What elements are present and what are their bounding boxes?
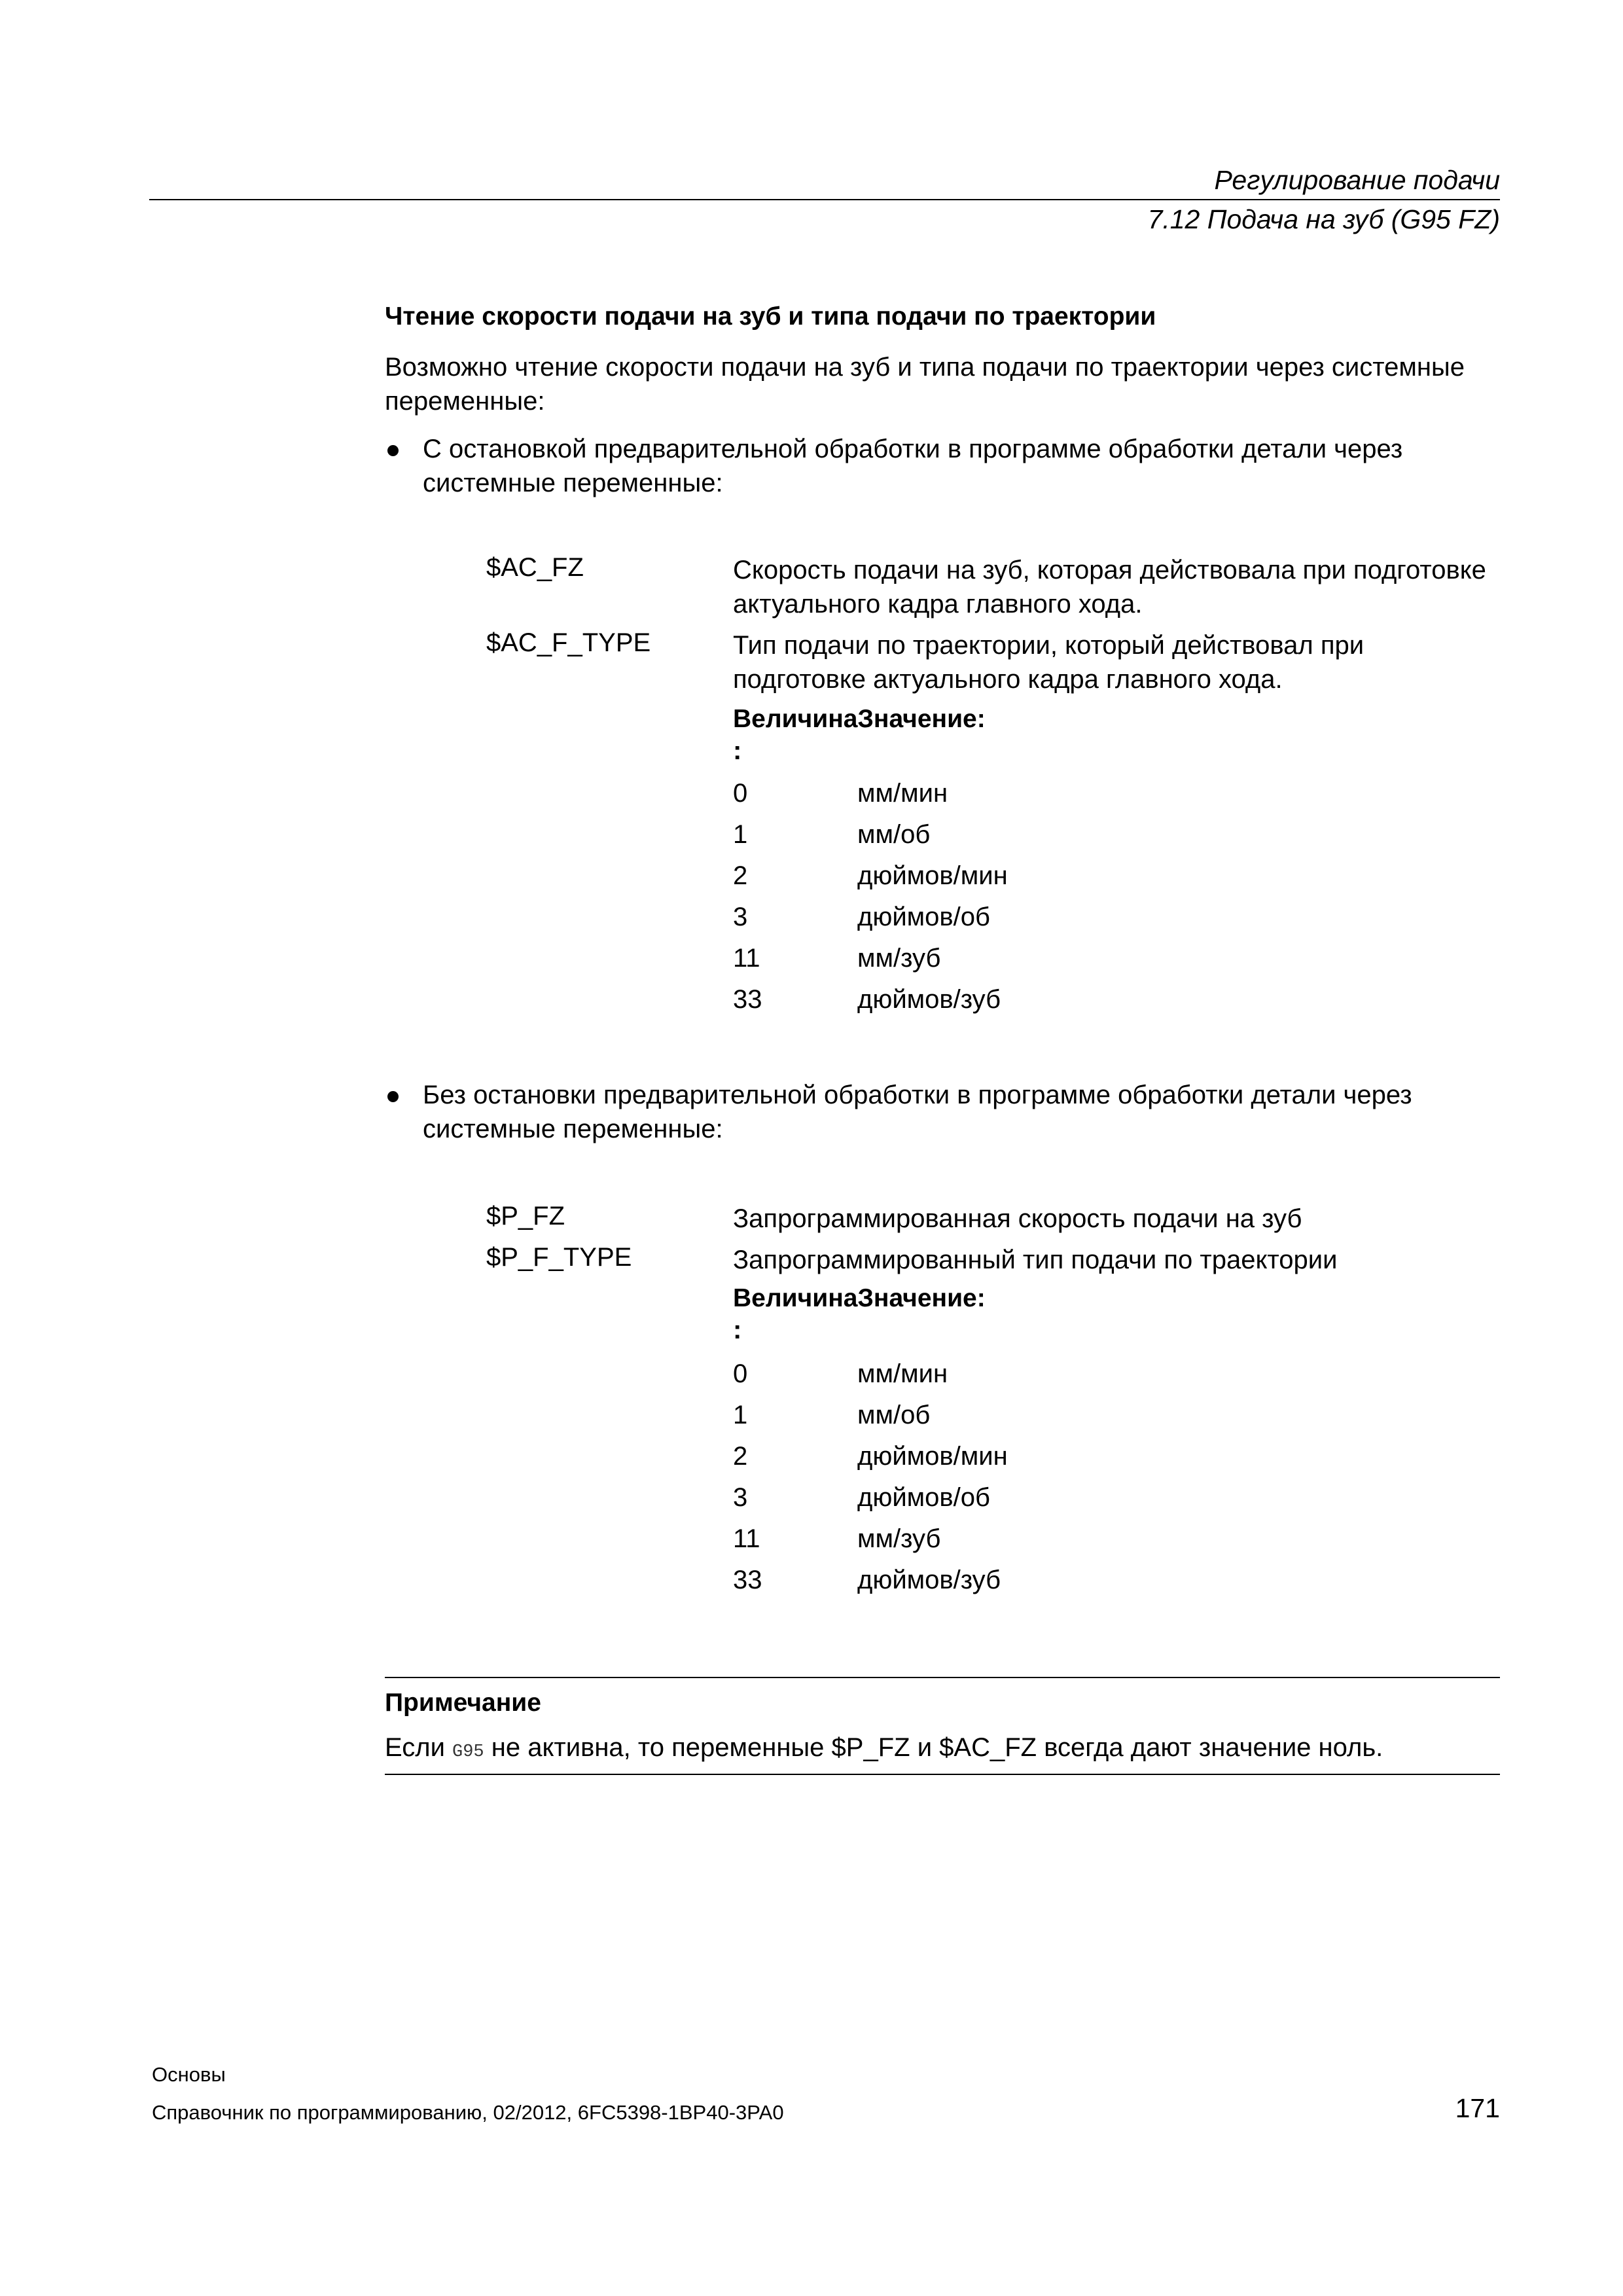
note-bottom-rule	[385, 1774, 1500, 1775]
table-1-row-meaning: мм/об	[857, 820, 931, 849]
table-1-colon: :	[733, 736, 742, 765]
table-2-row-meaning: дюймов/зуб	[857, 1566, 1001, 1594]
note-text	[385, 1733, 1383, 1763]
table-1-row-value: 2	[733, 861, 748, 890]
var-ac-fz-name: $AC_FZ	[486, 553, 584, 582]
table-2-header	[733, 1284, 986, 1313]
table-2-row-value: 2	[733, 1442, 748, 1471]
table-2-row-meaning: мм/зуб	[857, 1524, 941, 1553]
var-p-f-type-name: $P_F_TYPE	[486, 1243, 632, 1272]
table-2-colon: :	[733, 1316, 742, 1344]
table-1-row-meaning: мм/мин	[857, 779, 948, 808]
running-header-section: 7.12 Подача на зуб (G95 FZ)	[1147, 204, 1500, 234]
section-heading: Чтение скорости подачи на зуб и типа подачи по траектории	[385, 302, 1156, 331]
table-2-row-value: 1	[733, 1401, 748, 1429]
table-1-col-value-header: Величина	[733, 705, 858, 733]
table-2-col-meaning-header: Значение:	[857, 1284, 986, 1312]
bullet-1-text: С остановкой предварительной обработки в программе обработки детали через системные переменные:	[423, 435, 1403, 497]
table-2-row-value: 3	[733, 1483, 748, 1512]
bullet-2-dot	[387, 1091, 399, 1102]
table-1-row-value: 33	[733, 985, 762, 1014]
table-1-header	[733, 705, 986, 734]
table-1-row-meaning: мм/зуб	[857, 944, 941, 973]
page-number: 171	[1455, 2093, 1500, 2123]
header-rule	[149, 199, 1500, 200]
table-2-row-value: 0	[733, 1359, 748, 1388]
footer-doc-info: Справочник по программированию, 02/2012, 6FC5398-1BP40-3PA0	[152, 2101, 784, 2124]
bullet-1-dot	[387, 445, 399, 456]
table-1-col-meaning-header: Значение:	[857, 705, 986, 733]
note-code: G95	[452, 1742, 484, 1762]
table-2-row-meaning: дюймов/мин	[857, 1442, 1008, 1471]
table-2-row-meaning: мм/мин	[857, 1359, 948, 1388]
note-top-rule	[385, 1677, 1500, 1678]
table-1-row-meaning: дюймов/мин	[857, 861, 1008, 890]
table-2-row-meaning: дюймов/об	[857, 1483, 990, 1512]
bullet-2-text: Без остановки предварительной обработки в программе обработки детали через системные переменные:	[423, 1081, 1412, 1143]
table-1-row-value: 1	[733, 820, 748, 849]
var-ac-f-type-desc: Тип подачи по траектории, который действовал при подготовке актуального кадра главного хода.	[733, 631, 1364, 694]
table-2-col-value-header: Величина	[733, 1284, 858, 1312]
running-header-chapter: Регулирование подачи	[1214, 165, 1500, 195]
table-1-row-value: 3	[733, 903, 748, 931]
table-2-row-value: 33	[733, 1566, 762, 1594]
table-2-row-meaning: мм/об	[857, 1401, 931, 1429]
footer-doc-title: Основы	[152, 2063, 226, 2086]
var-p-f-type-desc: Запрограммированный тип подачи по траектории	[733, 1246, 1338, 1274]
var-ac-f-type-name: $AC_F_TYPE	[486, 628, 651, 657]
intro-paragraph: Возможно чтение скорости подачи на зуб и типа подачи по траектории через системные переменные:	[385, 353, 1465, 416]
note-text-post: не активна, то переменные $P_FZ и $AC_FZ всегда дают значение ноль.	[484, 1733, 1383, 1762]
note-title: Примечание	[385, 1689, 541, 1717]
table-1-row-value: 11	[733, 944, 760, 973]
var-p-fz-name: $P_FZ	[486, 1202, 565, 1230]
table-1-row-meaning: дюймов/об	[857, 903, 990, 931]
table-2-row-value: 11	[733, 1524, 760, 1553]
var-ac-fz-desc: Скорость подачи на зуб, которая действовала при подготовке актуального кадра главного хода.	[733, 556, 1486, 619]
note-text-pre: Если	[385, 1733, 453, 1762]
table-1-row-value: 0	[733, 779, 748, 808]
var-p-fz-desc: Запрограммированная скорость подачи на зуб	[733, 1204, 1302, 1233]
table-1-row-meaning: дюймов/зуб	[857, 985, 1001, 1014]
